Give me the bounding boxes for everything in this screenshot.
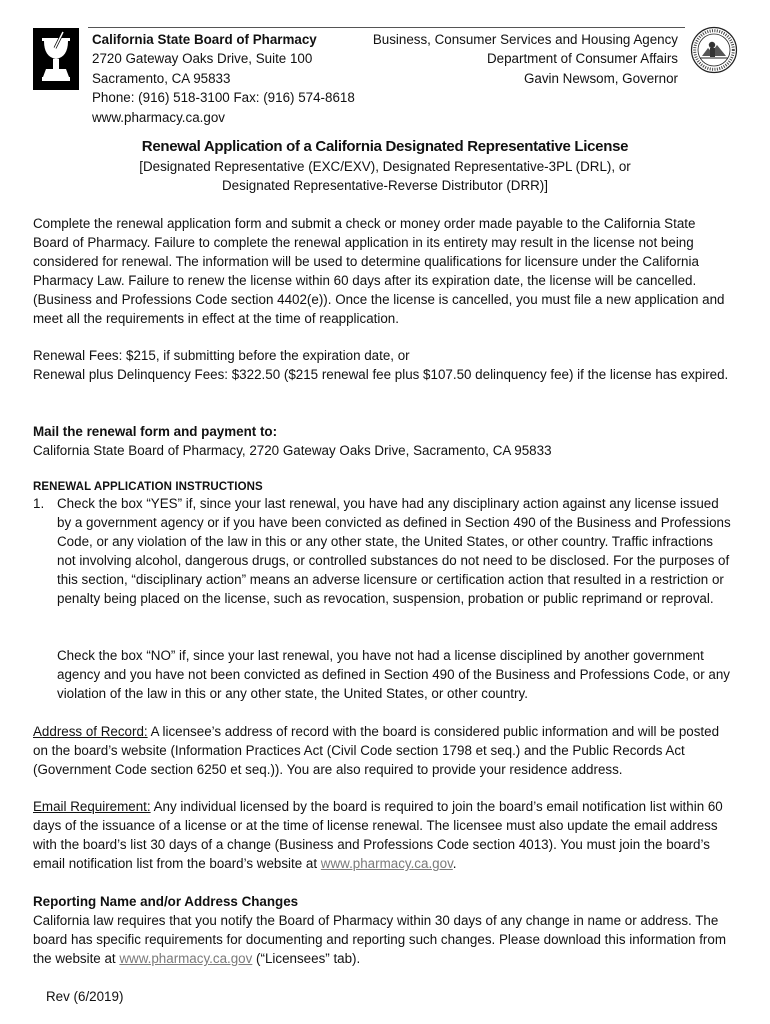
document-subtitle bbox=[60, 157, 710, 195]
email-requirement-label: Email Requirement: bbox=[33, 799, 151, 814]
subtitle-line1: [Designated Representative (EXC/EXV), Designated Representative-3PL (DRL), or bbox=[139, 159, 631, 174]
board-website: www.pharmacy.ca.gov bbox=[92, 109, 225, 125]
address-of-record-label: Address of Record: bbox=[33, 724, 148, 739]
board-address-line1: 2720 Gateway Oaks Drive, Suite 100 bbox=[92, 51, 313, 67]
subtitle-line2: Designated Representative-Reverse Distributor (DRR)] bbox=[222, 178, 548, 193]
board-contact-block bbox=[92, 30, 392, 127]
delinquency-fee-line: Renewal plus Delinquency Fees: $322.50 ($215 renewal fee plus $107.50 delinquency fee) if the license has expired. bbox=[33, 367, 729, 382]
email-website-link[interactable]: www.pharmacy.ca.gov bbox=[320, 856, 453, 871]
agency-block bbox=[348, 30, 678, 88]
header-rule bbox=[88, 27, 685, 28]
department-name: Department of Consumer Affairs bbox=[486, 51, 678, 67]
fees-paragraph bbox=[33, 346, 733, 384]
list-item-number: 1. bbox=[33, 496, 45, 511]
mail-address: California State Board of Pharmacy, 2720 Gateway Oaks Drive, Sacramento, CA 95833 bbox=[33, 443, 552, 458]
intro-text: Complete the renewal application form and submit a check or money order made payable to the California State Board of Pharmacy. Failure to complete the renewal application in its entirety may result in the license not being considered for renewal. The information will be used to determine qualifications for licensure under the California Pharmacy Law. Failure to renew the license within 60 days after its expiration date, the license will be cancelled. (Business and Professions Code section 4402(e)). Once the license is cancelled, you must file a new application and meet all the requirements in effect at the time of reapplication. bbox=[33, 216, 725, 326]
no-instruction: Check the box “NO” if, since your last renewal, you have not had a license disciplined by another government agency and you have not been convicted as defined in Section 490 of the Business and Professions Code, or any violation of the law in this or any other state, the United States, or other country. bbox=[57, 648, 730, 701]
reporting-website-link[interactable]: www.pharmacy.ca.gov bbox=[119, 951, 253, 966]
document-title: Renewal Application of a California Designated Representative License bbox=[141, 138, 629, 155]
email-requirement-end: . bbox=[452, 856, 457, 871]
pharmacy-mortar-pestle-logo bbox=[33, 28, 79, 90]
renewal-fee-line: Renewal Fees: $215, if submitting before the expiration date, or bbox=[33, 348, 410, 363]
email-requirement-section bbox=[33, 797, 733, 873]
address-of-record-section bbox=[33, 722, 733, 779]
mail-section bbox=[33, 422, 733, 460]
yes-instruction: Check the box “YES” if, since your last renewal, you have had any disciplinary action against any license issued by a government agency or if you have been convicted as defined in Section 490 of the Business and Professions Code, or any violation of the law in this or any other state, the United States, or other country. Traffic infractions not involving alcohol, dangerous drugs, or controlled substances do not need to be disclosed. For the purposes of this section, “disciplinary action” means an adverse licensure or certification action that resulted in a restriction or penalty being placed on the license, such as revocation, suspension, probation or public reprimand or reproval. bbox=[57, 496, 731, 606]
agency-name: Business, Consumer Services and Housing Agency bbox=[372, 32, 678, 47]
mail-heading: Mail the renewal form and payment to: bbox=[33, 424, 278, 439]
state-seal-icon bbox=[690, 26, 738, 74]
address-of-record-text: A licensee’s address of record with the board is considered public information and will be posted on the board’s website (Information Practices Act (Civil Code section 1798 et seq.) and the Public Records Act (Government Code section 6250 et seq.)). You are also required to provide your residence address. bbox=[33, 724, 720, 777]
reporting-text: California law requires that you notify the Board of Pharmacy within 30 days of any change in name or address. The board has specific requirements for documenting and reporting such changes. Please download this information from the website at bbox=[33, 913, 726, 966]
reporting-end: (“Licensees” tab). bbox=[252, 951, 361, 966]
board-name: California State Board of Pharmacy bbox=[92, 32, 317, 47]
intro-paragraph bbox=[33, 214, 733, 328]
reporting-heading: Reporting Name and/or Address Changes bbox=[33, 894, 299, 909]
email-requirement-text: Any individual licensed by the board is required to join the board’s email notification list within 60 days of the issuance of a license or at the time of license renewal. The licensee must also update the email address with the board’s list 30 days of a change (Business and Professions Code section 4013). You must join the board’s email notification list from the board’s website at bbox=[33, 799, 723, 871]
instructions-heading: RENEWAL APPLICATION INSTRUCTIONS bbox=[33, 481, 263, 493]
governor-name: Gavin Newsom, Governor bbox=[523, 70, 678, 86]
board-address-line2: Sacramento, CA 95833 bbox=[92, 70, 231, 86]
reporting-section bbox=[33, 892, 733, 968]
board-phone-fax: Phone: (916) 518-3100 Fax: (916) 574-8618 bbox=[92, 90, 355, 106]
revision-date: Rev (6/2019) bbox=[46, 989, 124, 1004]
